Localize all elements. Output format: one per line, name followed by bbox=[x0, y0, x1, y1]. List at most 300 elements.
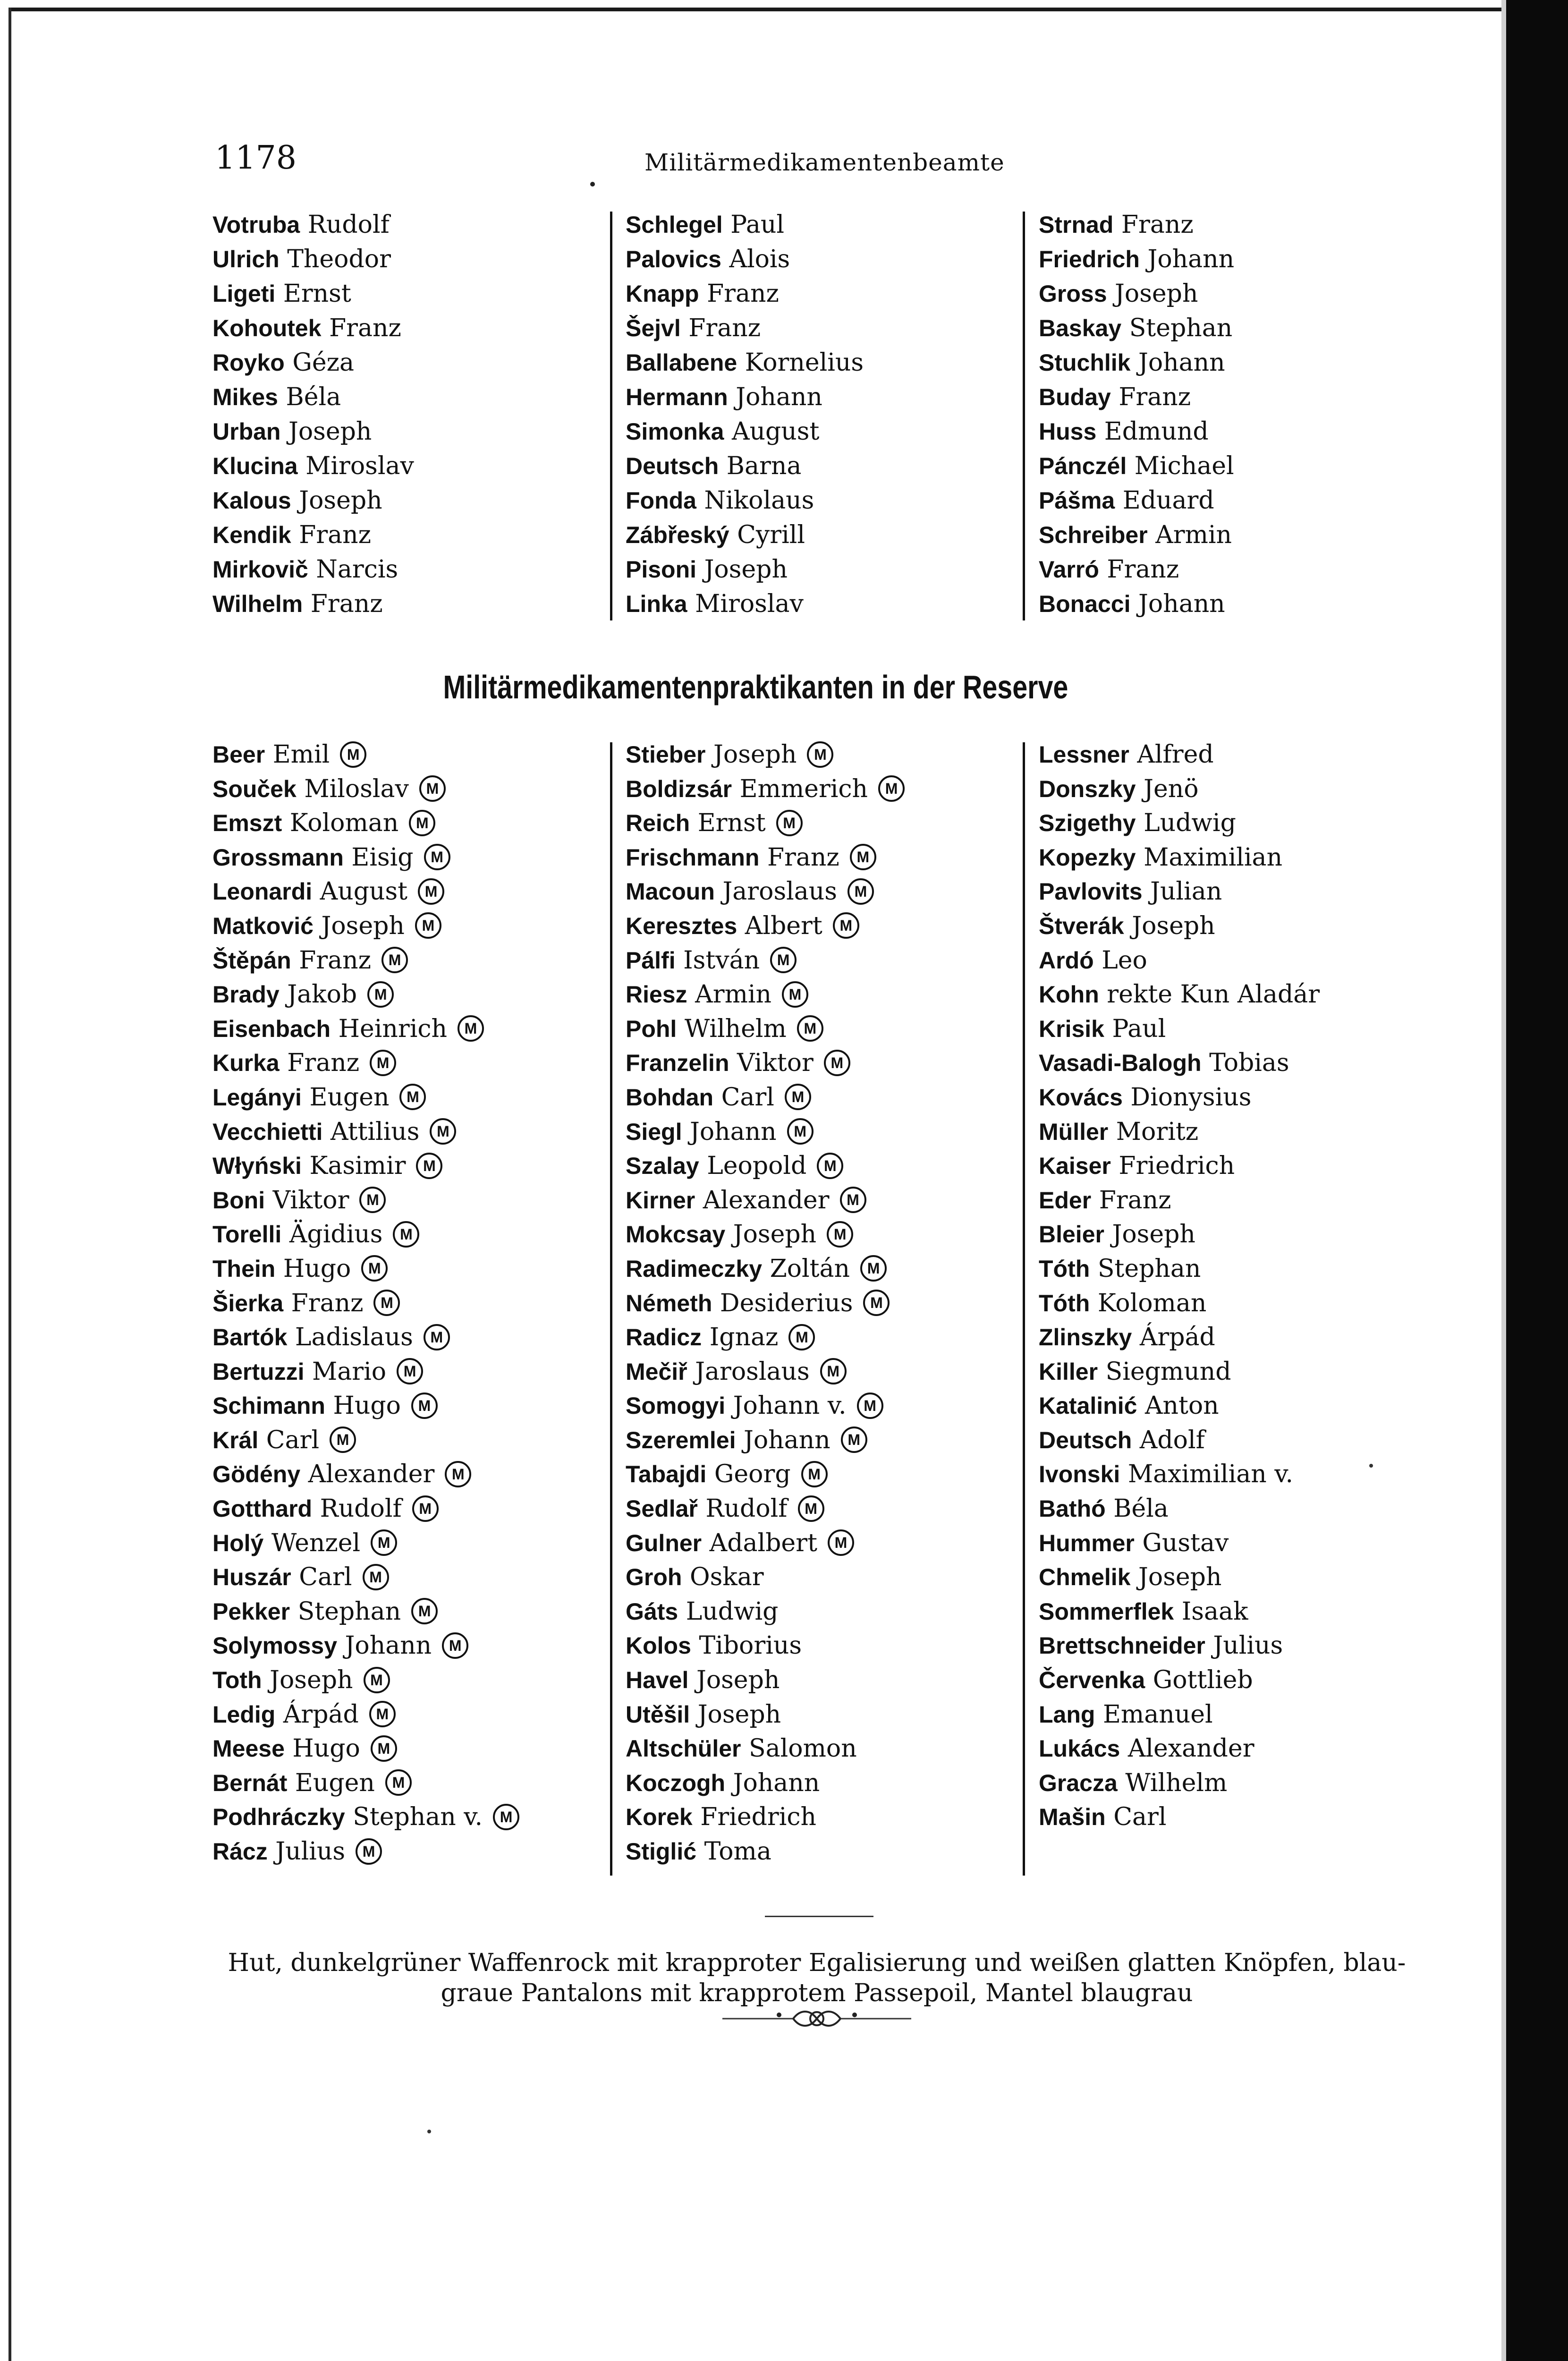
given-name: Alexander bbox=[1127, 1734, 1254, 1763]
list-item bbox=[1039, 1355, 1445, 1389]
surname: Mirkovič bbox=[212, 556, 308, 583]
list-item bbox=[212, 1732, 619, 1766]
surname: Pášma bbox=[1039, 487, 1115, 514]
m-badge-icon: M bbox=[833, 912, 859, 939]
list-item bbox=[212, 1217, 619, 1252]
surname: Mikes bbox=[212, 384, 278, 410]
surname: Killer bbox=[1039, 1358, 1098, 1385]
surname: Mokcsay bbox=[626, 1221, 726, 1248]
list-item bbox=[626, 518, 1032, 552]
list-item bbox=[1039, 311, 1445, 346]
list-item bbox=[626, 1389, 1032, 1423]
surname: Urban bbox=[212, 418, 281, 445]
surname: Leonardi bbox=[212, 878, 313, 905]
list-item bbox=[212, 415, 619, 449]
surname: Linka bbox=[626, 591, 687, 617]
surname: Palovics bbox=[626, 246, 721, 272]
given-name: Ernst bbox=[697, 809, 766, 838]
given-name: Edmund bbox=[1104, 417, 1209, 446]
given-name: Franz bbox=[329, 314, 401, 342]
m-badge-icon: M bbox=[430, 1118, 456, 1145]
surname: Strnad bbox=[1039, 212, 1114, 238]
given-name: Cyrill bbox=[737, 521, 805, 549]
surname: Kirner bbox=[626, 1187, 695, 1214]
m-badge-icon: M bbox=[493, 1804, 519, 1830]
given-name: Narcis bbox=[316, 555, 398, 584]
surname: Toth bbox=[212, 1667, 262, 1694]
page-number: 1178 bbox=[215, 139, 297, 177]
surname: Gulner bbox=[626, 1529, 702, 1556]
given-name: Armin bbox=[1155, 521, 1232, 549]
given-name: Julius bbox=[275, 1837, 346, 1866]
given-name: Koloman bbox=[1097, 1289, 1207, 1317]
given-name: Paul bbox=[730, 211, 784, 239]
given-name: Eisig bbox=[351, 843, 414, 872]
list-item bbox=[626, 943, 1032, 978]
given-name: Rudolf bbox=[705, 1495, 788, 1523]
surname: Ledig bbox=[212, 1701, 276, 1728]
section2-column-2 bbox=[626, 738, 1032, 1869]
surname: Sommerflek bbox=[1039, 1598, 1174, 1625]
column-rule bbox=[1023, 742, 1025, 1876]
list-item bbox=[1039, 977, 1445, 1012]
m-badge-icon: M bbox=[445, 1461, 471, 1487]
given-name: Miroslav bbox=[305, 452, 414, 480]
list-item bbox=[1039, 449, 1445, 484]
list-item bbox=[212, 277, 619, 311]
surname: Buday bbox=[1039, 384, 1111, 410]
surname: Keresztes bbox=[626, 912, 737, 939]
list-item bbox=[626, 1115, 1032, 1149]
given-name: Árpád bbox=[1139, 1323, 1215, 1352]
list-item bbox=[626, 449, 1032, 484]
m-badge-icon: M bbox=[807, 741, 833, 768]
surname: Votruba bbox=[212, 212, 300, 238]
surname: Schreiber bbox=[1039, 522, 1148, 548]
surname: Holý bbox=[212, 1529, 264, 1556]
surname: Solymossy bbox=[212, 1632, 338, 1659]
surname: Fonda bbox=[626, 487, 696, 514]
surname: Ivonski bbox=[1039, 1461, 1120, 1488]
surname: Katalinić bbox=[1039, 1393, 1137, 1419]
surname: Radimeczky bbox=[626, 1255, 763, 1282]
list-item bbox=[212, 1389, 619, 1423]
given-name: Joseph bbox=[321, 911, 405, 940]
m-badge-icon: M bbox=[356, 1838, 382, 1865]
m-badge-icon: M bbox=[330, 1427, 356, 1453]
given-name: Adalbert bbox=[709, 1529, 817, 1557]
list-item bbox=[212, 242, 619, 277]
m-badge-icon: M bbox=[782, 981, 808, 1008]
given-name: Alexander bbox=[703, 1186, 830, 1214]
list-item bbox=[626, 1457, 1032, 1492]
surname: Németh bbox=[626, 1290, 712, 1316]
given-name: Julian bbox=[1150, 877, 1222, 906]
surname: Boldizsár bbox=[626, 775, 732, 802]
list-item bbox=[626, 311, 1032, 346]
surname: Bernát bbox=[212, 1769, 288, 1796]
list-item bbox=[212, 208, 619, 242]
given-name: Tobias bbox=[1209, 1049, 1289, 1078]
surname: Thein bbox=[212, 1255, 276, 1282]
list-item bbox=[626, 415, 1032, 449]
surname: Deutsch bbox=[626, 453, 719, 479]
surname: Kohn bbox=[1039, 981, 1099, 1008]
surname: Tóth bbox=[1039, 1290, 1090, 1316]
surname: Havel bbox=[626, 1667, 689, 1694]
list-item bbox=[1039, 346, 1445, 380]
list-item bbox=[626, 1252, 1032, 1286]
surname: Ulrich bbox=[212, 246, 280, 272]
given-name: Maximilian bbox=[1144, 843, 1283, 872]
m-badge-icon: M bbox=[416, 1153, 442, 1179]
given-name: Eugen bbox=[295, 1768, 375, 1797]
surname: Groh bbox=[626, 1564, 682, 1591]
given-name: Béla bbox=[1113, 1495, 1169, 1523]
list-item bbox=[1039, 277, 1445, 311]
m-badge-icon: M bbox=[371, 1735, 397, 1762]
m-badge-icon: M bbox=[418, 878, 444, 905]
surname: Boni bbox=[212, 1187, 265, 1214]
surname: Mašin bbox=[1039, 1804, 1106, 1831]
list-item bbox=[212, 1492, 619, 1526]
m-badge-icon: M bbox=[850, 844, 876, 870]
m-badge-icon: M bbox=[424, 844, 450, 870]
surname: Siegl bbox=[626, 1118, 682, 1145]
scan-border-right-edge bbox=[1501, 0, 1506, 2361]
surname: Tabajdi bbox=[626, 1461, 707, 1488]
surname: Chmelik bbox=[1039, 1564, 1131, 1591]
surname: Ballabene bbox=[626, 349, 737, 376]
m-badge-icon: M bbox=[397, 1358, 423, 1384]
surname: Gross bbox=[1039, 280, 1107, 307]
surname: Štěpán bbox=[212, 947, 291, 974]
given-name: Emanuel bbox=[1102, 1700, 1213, 1729]
list-item bbox=[1039, 208, 1445, 242]
list-item bbox=[212, 1183, 619, 1218]
m-badge-icon: M bbox=[412, 1495, 439, 1522]
list-item bbox=[212, 1080, 619, 1115]
list-item bbox=[626, 1560, 1032, 1595]
given-name: Joseph bbox=[696, 1666, 780, 1695]
surname: Schimann bbox=[212, 1393, 325, 1419]
list-item bbox=[626, 1286, 1032, 1321]
given-name: Franz bbox=[767, 843, 839, 872]
list-item bbox=[1039, 1217, 1445, 1252]
m-badge-icon: M bbox=[340, 741, 366, 768]
given-name: Franz bbox=[299, 946, 372, 975]
surname: Friedrich bbox=[1039, 246, 1140, 272]
list-item bbox=[212, 1046, 619, 1080]
list-item bbox=[212, 1766, 619, 1800]
list-item bbox=[212, 380, 619, 415]
surname: Ligeti bbox=[212, 280, 276, 307]
given-name: Johann v. bbox=[733, 1392, 847, 1420]
given-name: Stephan bbox=[1097, 1254, 1201, 1283]
given-name: Johann bbox=[736, 383, 822, 411]
list-item bbox=[626, 277, 1032, 311]
list-item bbox=[1039, 380, 1445, 415]
given-name: Johann bbox=[1138, 348, 1225, 377]
list-item bbox=[1039, 1663, 1445, 1698]
m-badge-icon: M bbox=[840, 1187, 866, 1213]
list-item bbox=[1039, 552, 1445, 587]
uniform-description-line-2: graue Pantalons mit krapprotem Passepoil, Mantel blaugrau bbox=[441, 1979, 1193, 2007]
m-badge-icon: M bbox=[359, 1187, 386, 1213]
list-item bbox=[1039, 242, 1445, 277]
print-speck bbox=[1369, 1464, 1373, 1468]
given-name: Nikolaus bbox=[704, 486, 814, 515]
list-item bbox=[212, 1423, 619, 1458]
given-name: Adolf bbox=[1139, 1426, 1205, 1454]
m-badge-icon: M bbox=[424, 1324, 450, 1350]
m-badge-icon: M bbox=[411, 1598, 438, 1624]
given-name: rekte Kun Aladár bbox=[1107, 980, 1320, 1009]
list-item bbox=[626, 346, 1032, 380]
surname: Brettschneider bbox=[1039, 1632, 1205, 1659]
surname: Wilhelm bbox=[212, 591, 303, 617]
list-item bbox=[212, 1012, 619, 1046]
given-name: Siegmund bbox=[1105, 1357, 1231, 1386]
given-name: Viktor bbox=[272, 1186, 349, 1214]
given-name: Joseph bbox=[733, 1220, 817, 1249]
column-rule bbox=[610, 742, 612, 1876]
surname: Torelli bbox=[212, 1221, 282, 1248]
given-name: Joseph bbox=[288, 417, 372, 446]
given-name: Wilhelm bbox=[684, 1014, 787, 1043]
list-item bbox=[1039, 484, 1445, 518]
given-name: Hugo bbox=[283, 1254, 351, 1283]
list-item bbox=[626, 1080, 1032, 1115]
given-name: Joseph bbox=[697, 1700, 781, 1729]
given-name: Jakob bbox=[287, 980, 357, 1009]
surname: Hermann bbox=[626, 384, 728, 410]
list-item bbox=[1039, 1080, 1445, 1115]
separator-rule bbox=[765, 1916, 873, 1917]
list-item bbox=[212, 1320, 619, 1355]
list-item bbox=[626, 1766, 1032, 1800]
given-name: Ignaz bbox=[709, 1323, 779, 1352]
surname: Franzelin bbox=[626, 1050, 729, 1077]
given-name: Franz bbox=[1099, 1186, 1171, 1214]
surname: Stiglić bbox=[626, 1838, 697, 1865]
list-item bbox=[212, 772, 619, 807]
m-badge-icon: M bbox=[848, 878, 874, 905]
surname: Ardó bbox=[1039, 947, 1094, 974]
list-item bbox=[1039, 1526, 1445, 1561]
surname: Gotthard bbox=[212, 1495, 313, 1522]
list-item bbox=[626, 1629, 1032, 1663]
list-item bbox=[1039, 909, 1445, 943]
scan-border-top bbox=[9, 8, 1534, 11]
given-name: Miloslav bbox=[304, 774, 409, 803]
list-item bbox=[1039, 1492, 1445, 1526]
given-name: August bbox=[731, 417, 820, 446]
surname: Rácz bbox=[212, 1838, 268, 1865]
m-badge-icon: M bbox=[787, 1118, 814, 1145]
list-item bbox=[212, 1560, 619, 1595]
list-item bbox=[626, 1149, 1032, 1183]
surname: Gracza bbox=[1039, 1769, 1118, 1796]
given-name: Carl bbox=[721, 1083, 774, 1112]
list-item bbox=[1039, 1732, 1445, 1766]
given-name: István bbox=[683, 946, 760, 975]
surname: Vasadi-Balogh bbox=[1039, 1050, 1202, 1077]
m-badge-icon: M bbox=[393, 1221, 419, 1248]
list-item bbox=[212, 518, 619, 552]
surname: Pisoni bbox=[626, 556, 697, 583]
list-item bbox=[626, 1834, 1032, 1869]
surname: Zábřeský bbox=[626, 522, 729, 548]
list-item bbox=[1039, 943, 1445, 978]
running-head: Militärmedikamentenbeamte bbox=[644, 149, 1005, 176]
surname: Pánczél bbox=[1039, 453, 1127, 479]
list-item bbox=[212, 1698, 619, 1732]
surname: Brady bbox=[212, 981, 280, 1008]
list-item bbox=[626, 1012, 1032, 1046]
column-rule bbox=[1023, 212, 1025, 620]
given-name: Emmerich bbox=[739, 774, 868, 803]
surname: Bleier bbox=[1039, 1221, 1104, 1248]
given-name: Michael bbox=[1134, 452, 1234, 480]
list-item bbox=[626, 1492, 1032, 1526]
surname: Matković bbox=[212, 912, 314, 939]
m-badge-icon: M bbox=[857, 1393, 883, 1419]
surname: Grossmann bbox=[212, 844, 344, 871]
list-item bbox=[626, 587, 1032, 621]
given-name: Franz bbox=[1119, 383, 1191, 411]
section1-column-3 bbox=[1039, 208, 1445, 621]
surname: Hummer bbox=[1039, 1529, 1135, 1556]
list-item bbox=[212, 1663, 619, 1698]
given-name: Eugen bbox=[309, 1083, 390, 1112]
given-name: Maximilian v. bbox=[1127, 1460, 1293, 1489]
surname: Podhráczky bbox=[212, 1804, 345, 1831]
list-item bbox=[626, 738, 1032, 772]
given-name: Theodor bbox=[287, 245, 391, 273]
given-name: Gustav bbox=[1142, 1529, 1229, 1557]
list-item bbox=[1039, 1012, 1445, 1046]
surname: Reich bbox=[626, 810, 690, 837]
list-item bbox=[212, 484, 619, 518]
list-item bbox=[212, 1115, 619, 1149]
list-item bbox=[1039, 1595, 1445, 1629]
list-item bbox=[212, 841, 619, 875]
given-name: Leopold bbox=[707, 1152, 807, 1180]
m-badge-icon: M bbox=[798, 1495, 824, 1522]
m-badge-icon: M bbox=[371, 1529, 397, 1556]
surname: Royko bbox=[212, 349, 285, 376]
surname: Szeremlei bbox=[626, 1427, 736, 1453]
list-item bbox=[212, 311, 619, 346]
given-name: August bbox=[320, 877, 408, 906]
m-badge-icon: M bbox=[788, 1324, 815, 1350]
surname: Beer bbox=[212, 741, 265, 768]
list-item bbox=[626, 1217, 1032, 1252]
list-item bbox=[626, 806, 1032, 841]
surname: Utěšil bbox=[626, 1701, 690, 1728]
list-item bbox=[1039, 1766, 1445, 1800]
surname: Riesz bbox=[626, 981, 687, 1008]
surname: Kurka bbox=[212, 1050, 280, 1077]
m-badge-icon: M bbox=[828, 1529, 854, 1556]
surname: Vecchietti bbox=[212, 1118, 323, 1145]
surname: Frischmann bbox=[626, 844, 760, 871]
given-name: Koloman bbox=[289, 809, 399, 838]
given-name: Joseph bbox=[704, 555, 788, 584]
given-name: Franz bbox=[310, 590, 383, 618]
scan-border-left bbox=[8, 8, 11, 2361]
list-item bbox=[1039, 1115, 1445, 1149]
surname: Zlinszky bbox=[1039, 1324, 1132, 1351]
list-item bbox=[1039, 772, 1445, 807]
given-name: Salomon bbox=[749, 1734, 857, 1763]
given-name: Attilius bbox=[330, 1117, 420, 1146]
surname: Stieber bbox=[626, 741, 706, 768]
list-item bbox=[1039, 1149, 1445, 1183]
given-name: Joseph bbox=[1112, 1220, 1195, 1249]
given-name: Joseph bbox=[1115, 280, 1198, 308]
list-item bbox=[1039, 1560, 1445, 1595]
given-name: Béla bbox=[286, 383, 341, 411]
given-name: Miroslav bbox=[695, 590, 804, 618]
surname: Červenka bbox=[1039, 1667, 1145, 1694]
surname: Kopezky bbox=[1039, 844, 1136, 871]
surname: Tóth bbox=[1039, 1255, 1090, 1282]
surname: Bartók bbox=[212, 1324, 288, 1351]
given-name: Oskar bbox=[689, 1563, 764, 1592]
given-name: Carl bbox=[266, 1426, 320, 1454]
list-item bbox=[212, 1800, 619, 1834]
surname: Bonacci bbox=[1039, 591, 1131, 617]
surname: Szigethy bbox=[1039, 810, 1136, 837]
list-item bbox=[212, 1457, 619, 1492]
list-item bbox=[626, 484, 1032, 518]
m-badge-icon: M bbox=[860, 1255, 887, 1282]
surname: Altschüler bbox=[626, 1735, 741, 1762]
m-badge-icon: M bbox=[385, 1769, 412, 1796]
given-name: Ludwig bbox=[686, 1597, 779, 1626]
given-name: Anton bbox=[1144, 1392, 1219, 1420]
uniform-description-line-1: Hut, dunkelgrüner Waffenrock mit krapproter Egalisierung und weißen glatten Knöpfen, blau- bbox=[228, 1949, 1406, 1977]
list-item bbox=[212, 587, 619, 621]
given-name: Viktor bbox=[737, 1049, 814, 1078]
list-item bbox=[212, 909, 619, 943]
given-name: Dionysius bbox=[1130, 1083, 1252, 1112]
given-name: Stephan bbox=[1129, 314, 1233, 342]
surname: Kalous bbox=[212, 487, 291, 514]
list-item bbox=[1039, 415, 1445, 449]
given-name: Franz bbox=[1107, 555, 1179, 584]
list-item bbox=[212, 449, 619, 484]
list-item bbox=[626, 1595, 1032, 1629]
surname: Pavlovits bbox=[1039, 878, 1143, 905]
m-badge-icon: M bbox=[367, 981, 394, 1008]
surname: Kolos bbox=[626, 1632, 691, 1659]
m-badge-icon: M bbox=[442, 1632, 468, 1659]
given-name: Joseph bbox=[1132, 911, 1215, 940]
m-badge-icon: M bbox=[824, 1050, 850, 1076]
m-badge-icon: M bbox=[801, 1461, 828, 1487]
m-badge-icon: M bbox=[770, 947, 797, 973]
list-item bbox=[626, 1046, 1032, 1080]
list-item bbox=[212, 1355, 619, 1389]
list-item bbox=[1039, 587, 1445, 621]
list-item bbox=[626, 1423, 1032, 1458]
given-name: Eduard bbox=[1122, 486, 1214, 515]
given-name: Friedrich bbox=[700, 1803, 816, 1832]
list-item bbox=[1039, 1046, 1445, 1080]
